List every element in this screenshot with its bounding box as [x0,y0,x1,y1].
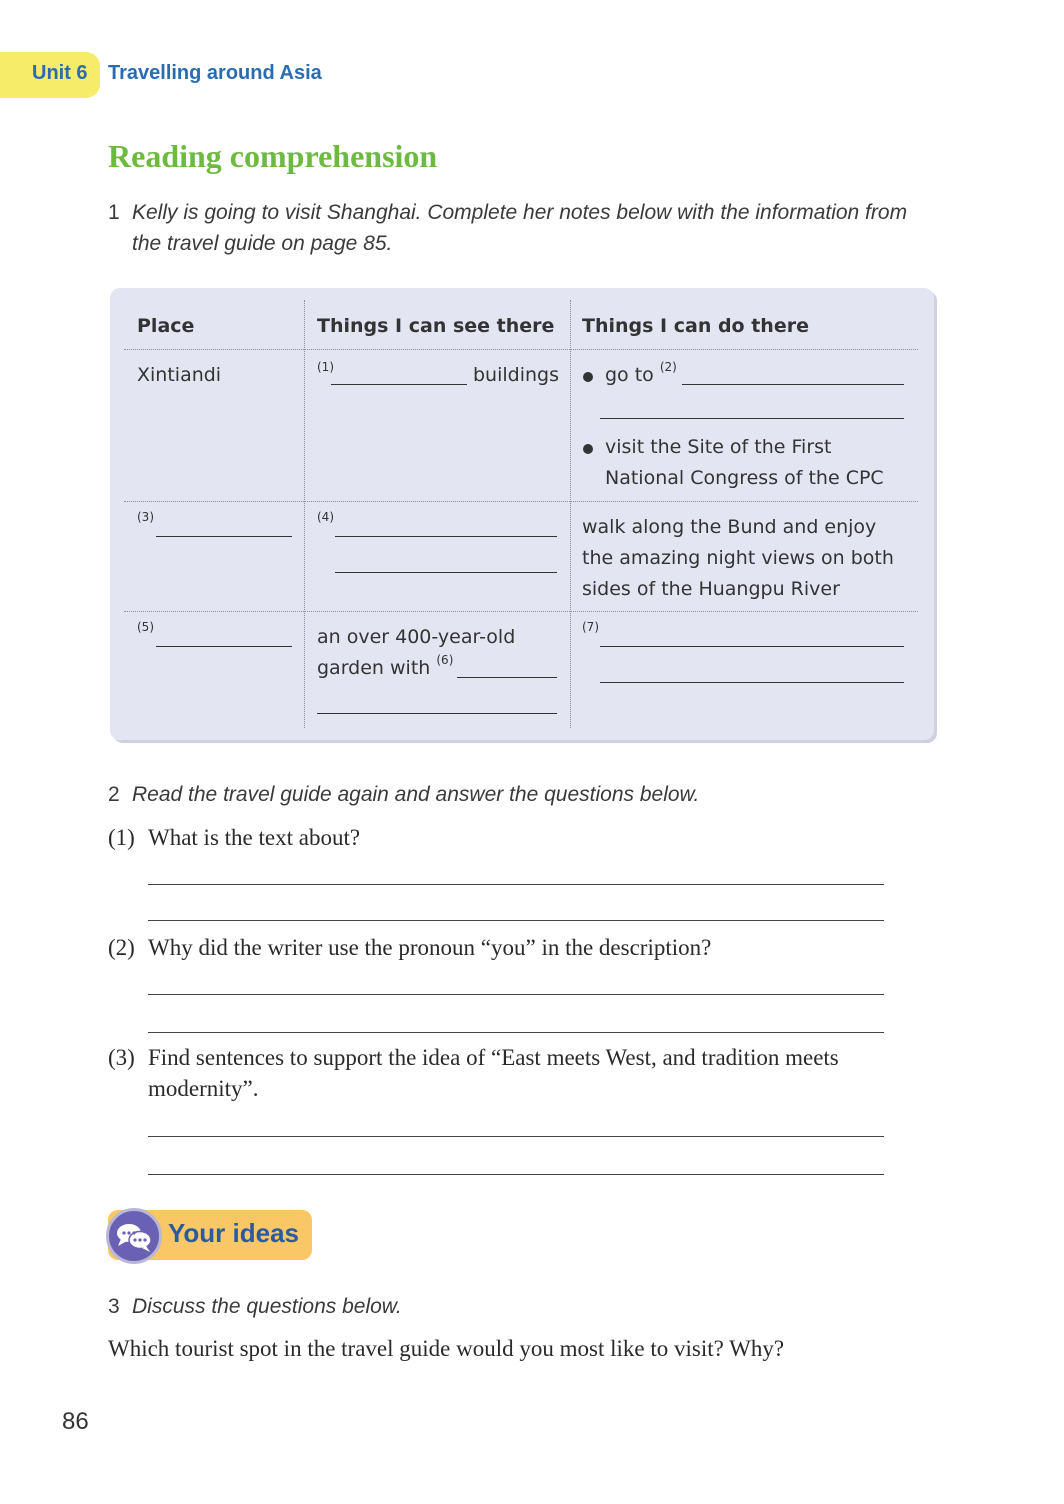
bullet-icon [583,372,593,382]
answer-blank-6b[interactable] [317,713,557,714]
row1-do1 [605,360,677,391]
row2-do-line1: walk along the Bund and enjoy [582,516,877,538]
task1-number: 1 [108,201,120,224]
task2-instruction-text: Read the travel guide again and answer the questions below. [132,783,700,806]
answer-line-3b[interactable] [148,1174,884,1175]
task1-instruction [108,197,907,259]
answer-blank-4b[interactable] [335,572,557,573]
question-text-line1: Find sentences to support the idea of “East meets West, and tradition meets [148,1045,839,1070]
question-text-line2: modernity”. [148,1076,259,1101]
task2-number: 2 [108,783,120,806]
row-divider [124,349,918,350]
task1-line2: the travel guide on page 85. [132,232,393,255]
page-number: 86 [62,1408,89,1435]
row3-place [137,620,154,651]
task3-number: 3 [108,1295,120,1318]
question-number: (1) [108,825,135,850]
speech-bubbles-icon-graphic [109,1211,159,1261]
blank-number: (4) [317,510,334,524]
task3-instruction [108,1291,402,1322]
question-number: (3) [108,1045,135,1070]
column-divider [570,300,571,728]
column-divider [304,300,305,728]
row2-do-line2: the amazing night views on both [582,547,894,569]
answer-blank-6a[interactable] [457,677,557,678]
question-text: Why did the writer use the pronoun “you” in the description? [148,935,712,960]
blank-number: (1) [317,360,334,374]
row2-see [317,510,334,541]
blank-number: (5) [137,620,154,634]
question-2 [108,932,711,963]
question-3 [108,1042,839,1104]
row1-do2-line1: visit the Site of the First [605,436,832,458]
header-place: Place [137,315,195,337]
row2-place [137,510,154,541]
unit-number: Unit 6 [32,62,88,84]
blank-number: (6) [436,653,454,667]
answer-line-2a[interactable] [148,994,884,995]
answer-blank-1[interactable] [331,384,467,385]
row2-do-line3: sides of the Huangpu River [582,578,840,600]
answer-blank-3[interactable] [156,536,292,537]
bullet-icon [583,444,593,454]
answer-blank-2a[interactable] [682,384,904,385]
task2-instruction [108,779,699,810]
task3-instruction-text: Discuss the questions below. [132,1295,402,1318]
row3-see-line2 [317,653,453,684]
task1-line1: Kelly is going to visit Shanghai. Complete her notes below with the information from [132,201,908,224]
answer-blank-7b[interactable] [600,682,904,683]
your-ideas-label: Your ideas [168,1218,300,1248]
header-do: Things I can do there [582,315,809,337]
row1-place: Xintiandi [137,364,222,386]
answer-blank-5[interactable] [156,646,292,647]
answer-blank-2b[interactable] [600,418,904,419]
task3-question: Which tourist spot in the travel guide would you most like to visit? Why? [108,1336,785,1361]
answer-line-1b[interactable] [148,920,884,921]
question-1 [108,822,360,853]
row1-see-text: buildings [473,364,560,386]
notes-table [110,288,934,740]
answer-blank-7a[interactable] [600,646,904,647]
unit-title: Travelling around Asia [108,62,322,84]
answer-line-1a[interactable] [148,884,884,885]
speech-bubbles-icon [106,1208,162,1264]
row3-see-line1: an over 400-year-old [317,626,516,648]
row1-do1-prefix: go to [605,364,654,386]
row-divider [124,501,918,502]
row3-do [582,620,599,651]
answer-line-3a[interactable] [148,1136,884,1137]
header-see: Things I can see there [317,315,555,337]
row1-do2-line2: National Congress of the CPC [605,467,884,489]
section-title: Reading comprehension [108,138,438,174]
blank-number: (7) [582,620,599,634]
blank-number: (3) [137,510,154,524]
question-text: What is the text about? [148,825,361,850]
row3-see-line2-text: garden with [317,657,431,679]
answer-line-2b[interactable] [148,1032,884,1033]
row-divider [124,611,918,612]
question-number: (2) [108,935,135,960]
blank-number: (2) [659,360,677,374]
row1-see [317,360,334,391]
answer-blank-4a[interactable] [335,536,557,537]
